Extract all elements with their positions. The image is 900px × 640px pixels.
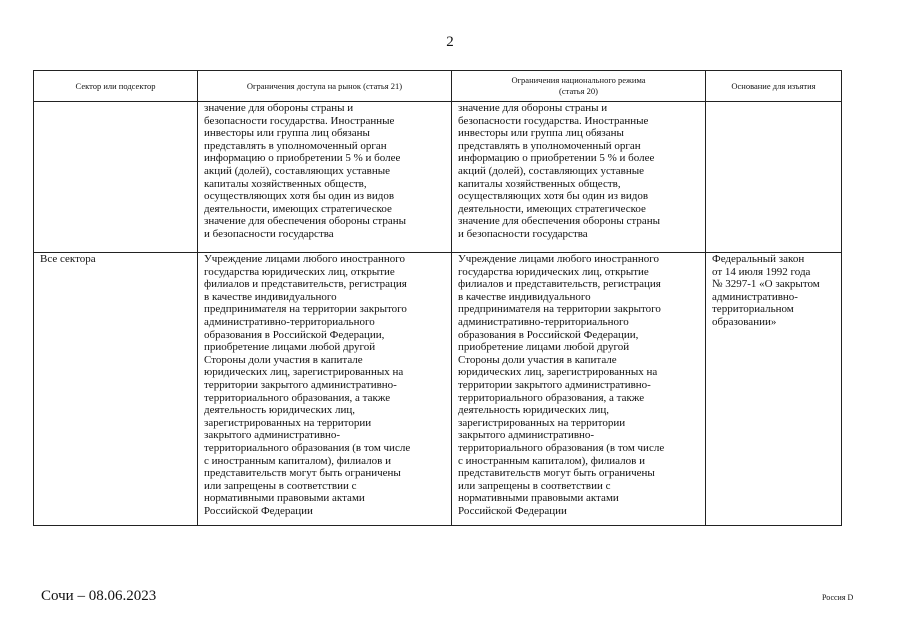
page-number: 2 xyxy=(446,34,454,50)
table-header-row xyxy=(34,71,842,102)
header-national-treatment: Ограничения национального режима (статья 20) xyxy=(452,71,706,102)
cell-sector xyxy=(34,102,198,253)
header-sector: Сектор или подсектор xyxy=(34,71,198,102)
header-market-access: Ограничения доступа на рынок (статья 21) xyxy=(198,71,452,102)
cell-market-access: значение для обороны страны и безопасности государства. Иностранные инвесторы или группа лиц обязаны представлять в уполномоченный орган информацию о приобретении 5 % и более акций (долей), составляющих уставные капиталы хозяйственных обществ, осуществляющих хотя бы один из видов деятельности, имеющих стратегическое значение для обеспечения обороны страны и безопасности государства xyxy=(198,102,452,253)
table-row xyxy=(34,253,842,526)
restrictions-table xyxy=(33,70,842,526)
cell-national-treatment: Учреждение лицами любого иностранного государства юридических лиц, открытие филиалов и представительств, регистрация в качестве индивидуального предпринимателя на территории закрытого административно-территориального образования в Российской Федерации, приобретение лицами любой другой Стороны доли участия в капитале юридических лиц, зарегистрированных на территории закрытого административно- территориального образования, а также деятельность юридических лиц, зарегистрированных на территории закрытого административно- территориального образования (в том числе с иностранным капиталом), филиалов и представительств могут быть ограничены или запрещены в соответствии с нормативными правовыми актами Российской Федерации xyxy=(452,253,706,526)
footer-country-code: Россия D xyxy=(822,593,854,602)
table-row xyxy=(34,102,842,253)
cell-market-access: Учреждение лицами любого иностранного государства юридических лиц, открытие филиалов и представительств, регистрация в качестве индивидуального предпринимателя на территории закрытого административно-территориального образования в Российской Федерации, приобретение лицами любой другой Стороны доли участия в капитале юридических лиц, зарегистрированных на территории закрытого административно- территориального образования, а также деятельность юридических лиц, зарегистрированных на территории закрытого административно- территориального образования (в том числе с иностранным капиталом), филиалов и представительств могут быть ограничены или запрещены в соответствии с нормативными правовыми актами Российской Федерации xyxy=(198,253,452,526)
footer-place-date: Сочи – 08.06.2023 xyxy=(41,588,157,604)
cell-basis xyxy=(706,102,842,253)
cell-basis: Федеральный закон от 14 июля 1992 года № 3297-1 «О закрытом административно- территориальном образовании» xyxy=(706,253,842,526)
header-basis: Основание для изъятия xyxy=(706,71,842,102)
cell-national-treatment: значение для обороны страны и безопасности государства. Иностранные инвесторы или группа лиц обязаны представлять в уполномоченный орган информацию о приобретении 5 % и более акций (долей), составляющих уставные капиталы хозяйственных обществ, осуществляющих хотя бы один из видов деятельности, имеющих стратегическое значение для обеспечения обороны страны и безопасности государства xyxy=(452,102,706,253)
cell-sector: Все сектора xyxy=(34,253,198,526)
